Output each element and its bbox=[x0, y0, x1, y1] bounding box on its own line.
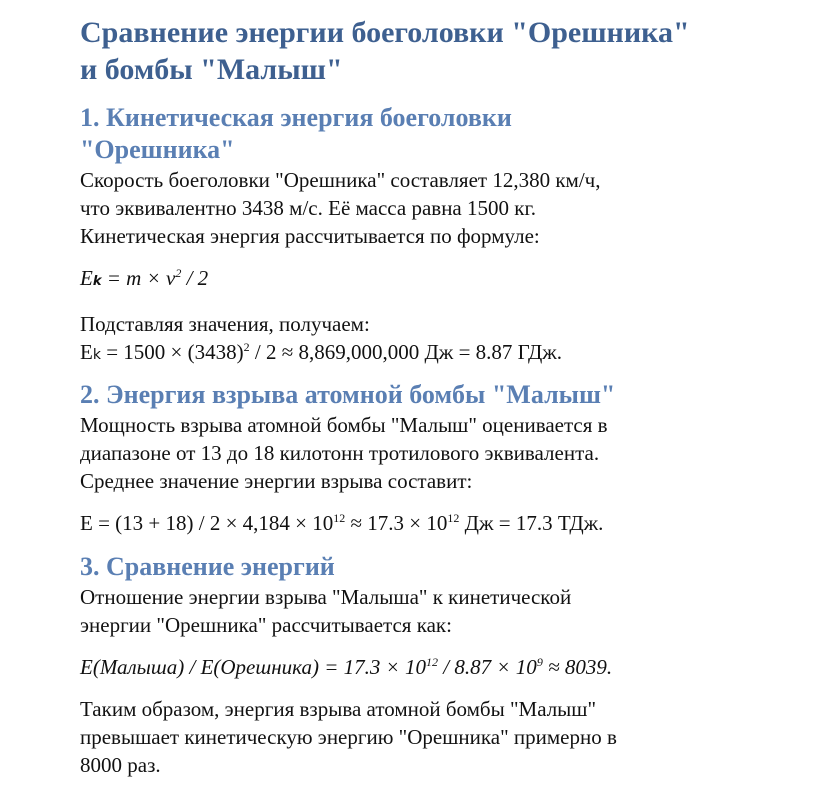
formula-part: E bbox=[80, 340, 93, 364]
text-line: 8000 раз. bbox=[80, 753, 161, 777]
page-title bbox=[80, 14, 760, 88]
formula-part: E(Малыша) / E(Орешника) = 17.3 × 10 bbox=[80, 655, 427, 679]
text-line: что эквивалентно 3438 м/с. Её масса равна 1500 кг. bbox=[80, 196, 536, 220]
formula-superscript: 2 bbox=[243, 340, 250, 354]
section-heading-1 bbox=[80, 102, 760, 166]
kinetic-energy-formula bbox=[80, 264, 760, 296]
formula-part: E bbox=[80, 266, 93, 290]
text-line: Таким образом, энергия взрыва атомной бомбы "Малыш" bbox=[80, 697, 597, 721]
formula-part: ≈ 8039. bbox=[542, 655, 613, 679]
text-line: энергии "Орешника" рассчитывается как: bbox=[80, 613, 452, 637]
formula-part: E = (13 + 18) / 2 × 4,184 × 10 bbox=[80, 511, 334, 535]
document-page bbox=[80, 14, 760, 779]
text-line: Скорость боеголовки "Орешника" составляет 12,380 км/ч, bbox=[80, 168, 601, 192]
text-line: Подставляя значения, получаем: bbox=[80, 312, 370, 336]
formula-part: = 1500 × (3438) bbox=[100, 340, 244, 364]
formula-superscript: 2 bbox=[175, 266, 182, 280]
formula-part: / 8.87 × 10 bbox=[438, 655, 537, 679]
heading-line: 1. Кинетическая энергия боеголовки bbox=[80, 103, 512, 132]
formula-superscript: 12 bbox=[447, 511, 460, 525]
text-line: Мощность взрыва атомной бомбы "Малыш" оценивается в bbox=[80, 413, 608, 437]
formula-part: / 2 ≈ 8,869,000,000 Дж = 8.87 ГДж. bbox=[249, 340, 563, 364]
formula-superscript: 12 bbox=[333, 511, 346, 525]
title-line-1: Сравнение энергии боеголовки "Орешника" bbox=[80, 16, 690, 49]
formula-part: / 2 bbox=[181, 266, 209, 290]
text-line: Отношение энергии взрыва "Малыша" к кинетической bbox=[80, 585, 572, 609]
text-line: Кинетическая энергия рассчитывается по формуле: bbox=[80, 224, 540, 248]
explosion-energy-formula bbox=[80, 509, 760, 537]
formula-subscript: k bbox=[92, 274, 102, 289]
title-line-2: и бомбы "Малыш" bbox=[80, 53, 343, 86]
formula-subscript: k bbox=[92, 347, 101, 363]
formula-part: = m × v bbox=[101, 266, 176, 290]
heading-line: "Орешника" bbox=[80, 135, 235, 164]
ratio-formula bbox=[80, 653, 760, 681]
section-heading-3: 3. Сравнение энергий bbox=[80, 552, 335, 581]
section-explosion-energy bbox=[80, 379, 760, 537]
section-energy-comparison bbox=[80, 551, 760, 779]
formula-superscript: 12 bbox=[426, 655, 439, 669]
section-heading-2: 2. Энергия взрыва атомной бомбы "Малыш" bbox=[80, 380, 616, 409]
section-3-paragraph bbox=[80, 583, 760, 639]
text-line: диапазоне от 13 до 18 килотонн тротилового эквивалента. bbox=[80, 441, 600, 465]
text-line: Среднее значение энергии взрыва составит: bbox=[80, 469, 473, 493]
section-1-paragraph bbox=[80, 166, 760, 250]
formula-part: ≈ 17.3 × 10 bbox=[345, 511, 448, 535]
section-2-paragraph bbox=[80, 411, 760, 495]
formula-part: Дж = 17.3 ТДж. bbox=[459, 511, 604, 535]
section-kinetic-energy bbox=[80, 102, 760, 369]
text-line: превышает кинетическую энергию "Орешника" примерно в bbox=[80, 725, 617, 749]
kinetic-result bbox=[80, 310, 760, 369]
formula-superscript: 9 bbox=[536, 655, 543, 669]
conclusion-paragraph bbox=[80, 695, 760, 779]
